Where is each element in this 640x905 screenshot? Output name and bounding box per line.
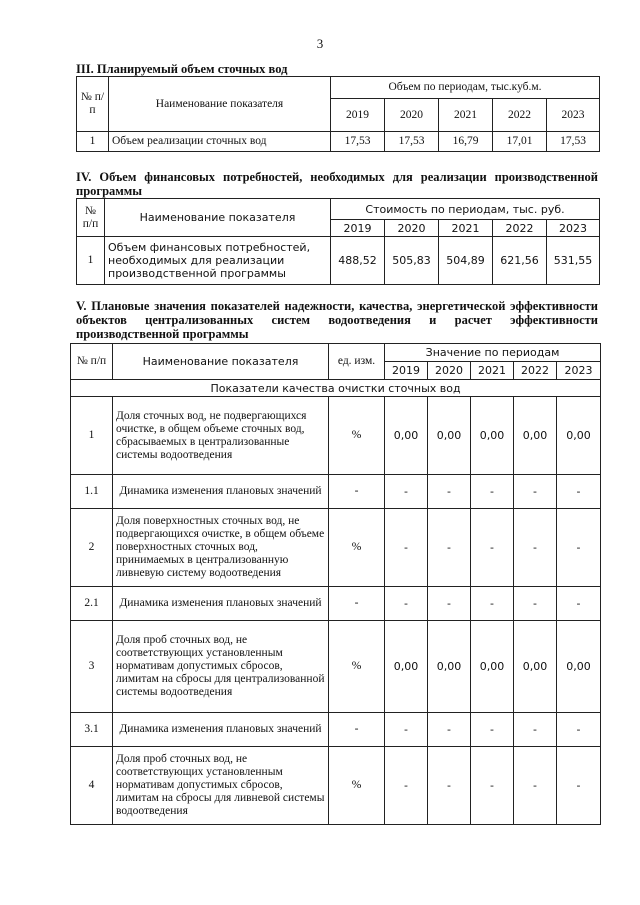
table-row	[77, 132, 600, 152]
table-row	[71, 397, 601, 475]
year-header: 2022	[493, 99, 547, 132]
year-header: 2023	[547, 220, 600, 237]
row-num: 1	[77, 237, 105, 285]
page-number: 3	[316, 36, 324, 51]
row-value: -	[514, 713, 557, 747]
row-num: 1.1	[71, 475, 113, 509]
row-num: 2	[71, 509, 113, 587]
col-header-period: Объем по периодам, тыс.куб.м.	[331, 77, 600, 99]
row-value: -	[428, 509, 471, 587]
row-value: 0,00	[471, 621, 514, 713]
row-name: Объем финансовых потребностей, необходимых для реализации производственной программы	[105, 237, 331, 285]
row-value: 0,00	[514, 397, 557, 475]
row-value: -	[471, 587, 514, 621]
row-value: -	[428, 713, 471, 747]
row-value: -	[514, 747, 557, 825]
year-header: 2019	[331, 220, 385, 237]
row-value: -	[471, 509, 514, 587]
col-header-unit: ед. изм.	[329, 344, 385, 380]
row-value: 505,83	[385, 237, 439, 285]
row-value: -	[514, 475, 557, 509]
row-num: 1	[77, 132, 109, 152]
row-value: 0,00	[428, 621, 471, 713]
row-name: Доля проб сточных вод, не соответствующих установленным нормативам допустимых сбросов, лимитам на сбросы для ливневой системы водоотведения	[113, 747, 329, 825]
col-header-name: Наименование показателя	[113, 344, 329, 380]
row-value: -	[385, 509, 428, 587]
row-name: Доля поверхностных сточных вод, не подвергающихся очистке, в общем объеме поверхностных сточных вод, принимаемых в централизованную ливневую систему водоотведения	[113, 509, 329, 587]
row-unit: -	[329, 713, 385, 747]
year-header: 2023	[557, 362, 601, 380]
row-value: -	[471, 747, 514, 825]
row-value: 488,52	[331, 237, 385, 285]
row-value: 531,55	[547, 237, 600, 285]
row-value: 0,00	[514, 621, 557, 713]
col-header-num: № п/п	[71, 344, 113, 380]
row-num: 4	[71, 747, 113, 825]
row-value: -	[385, 587, 428, 621]
section-4-title: IV. Объем финансовых потребностей, необходимых для реализации производственной программы	[76, 170, 598, 198]
row-name: Доля проб сточных вод, не соответствующих установленным нормативам допустимых сбросов, лимитам на сбросы для централизованной системы водоотведения	[113, 621, 329, 713]
row-value: 17,53	[547, 132, 600, 152]
year-header: 2020	[428, 362, 471, 380]
col-header-num: № п/п	[77, 77, 109, 132]
row-name: Доля сточных вод, не подвергающихся очистке, в общем объеме сточных вод, сбрасываемых в централизованные системы водоотведения	[113, 397, 329, 475]
col-header-period: Стоимость по периодам, тыс. руб.	[331, 199, 600, 220]
year-header: 2020	[385, 220, 439, 237]
year-header: 2020	[385, 99, 439, 132]
row-name: Динамика изменения плановых значений	[113, 587, 329, 621]
year-header: 2021	[439, 99, 493, 132]
row-num: 3	[71, 621, 113, 713]
row-num: 3.1	[71, 713, 113, 747]
table-row	[71, 747, 601, 825]
row-value: -	[514, 587, 557, 621]
col-header-name: Наименование показателя	[105, 199, 331, 237]
table-row	[71, 621, 601, 713]
col-header-period: Значение по периодам	[385, 344, 601, 362]
group-header: Показатели качества очистки сточных вод	[71, 380, 601, 397]
quality-indicators-table	[70, 343, 601, 825]
year-header: 2019	[331, 99, 385, 132]
row-value: 17,01	[493, 132, 547, 152]
row-name: Динамика изменения плановых значений	[113, 475, 329, 509]
sewage-volume-table	[76, 76, 600, 152]
row-value: -	[557, 509, 601, 587]
year-header: 2022	[493, 220, 547, 237]
row-unit: -	[329, 587, 385, 621]
row-value: 17,53	[385, 132, 439, 152]
table-row	[71, 587, 601, 621]
row-unit: %	[329, 397, 385, 475]
row-value: -	[385, 747, 428, 825]
row-value: 16,79	[439, 132, 493, 152]
row-value: -	[428, 475, 471, 509]
year-header: 2021	[439, 220, 493, 237]
row-value: -	[557, 475, 601, 509]
row-value: -	[557, 587, 601, 621]
table-row	[71, 509, 601, 587]
row-value: 621,56	[493, 237, 547, 285]
row-value: 0,00	[385, 397, 428, 475]
table-row	[71, 475, 601, 509]
row-value: -	[385, 713, 428, 747]
row-num: 2.1	[71, 587, 113, 621]
row-value: -	[514, 509, 557, 587]
year-header: 2023	[547, 99, 600, 132]
row-value: -	[471, 475, 514, 509]
row-value: -	[428, 747, 471, 825]
row-unit: %	[329, 621, 385, 713]
row-value: 0,00	[557, 621, 601, 713]
col-header-num: № п/п	[77, 199, 105, 237]
table-row	[77, 237, 600, 285]
row-value: -	[385, 475, 428, 509]
row-unit: -	[329, 475, 385, 509]
table-row	[71, 713, 601, 747]
row-value: -	[557, 713, 601, 747]
row-name: Объем реализации сточных вод	[109, 132, 331, 152]
year-header: 2021	[471, 362, 514, 380]
section-5-title: V. Плановые значения показателей надежности, качества, энергетической эффективности объектов централизованных систем водоотведения и расчет эффективности производственной программы	[76, 299, 598, 341]
row-unit: %	[329, 509, 385, 587]
row-unit: %	[329, 747, 385, 825]
row-value: -	[557, 747, 601, 825]
row-value: -	[428, 587, 471, 621]
row-value: -	[471, 713, 514, 747]
year-header: 2022	[514, 362, 557, 380]
row-value: 17,53	[331, 132, 385, 152]
year-header: 2019	[385, 362, 428, 380]
row-num: 1	[71, 397, 113, 475]
row-value: 0,00	[428, 397, 471, 475]
row-value: 504,89	[439, 237, 493, 285]
row-value: 0,00	[471, 397, 514, 475]
col-header-name: Наименование показателя	[109, 77, 331, 132]
row-name: Динамика изменения плановых значений	[113, 713, 329, 747]
section-3-title: III. Планируемый объем сточных вод	[76, 62, 288, 76]
financial-needs-table	[76, 198, 600, 285]
row-value: 0,00	[385, 621, 428, 713]
row-value: 0,00	[557, 397, 601, 475]
